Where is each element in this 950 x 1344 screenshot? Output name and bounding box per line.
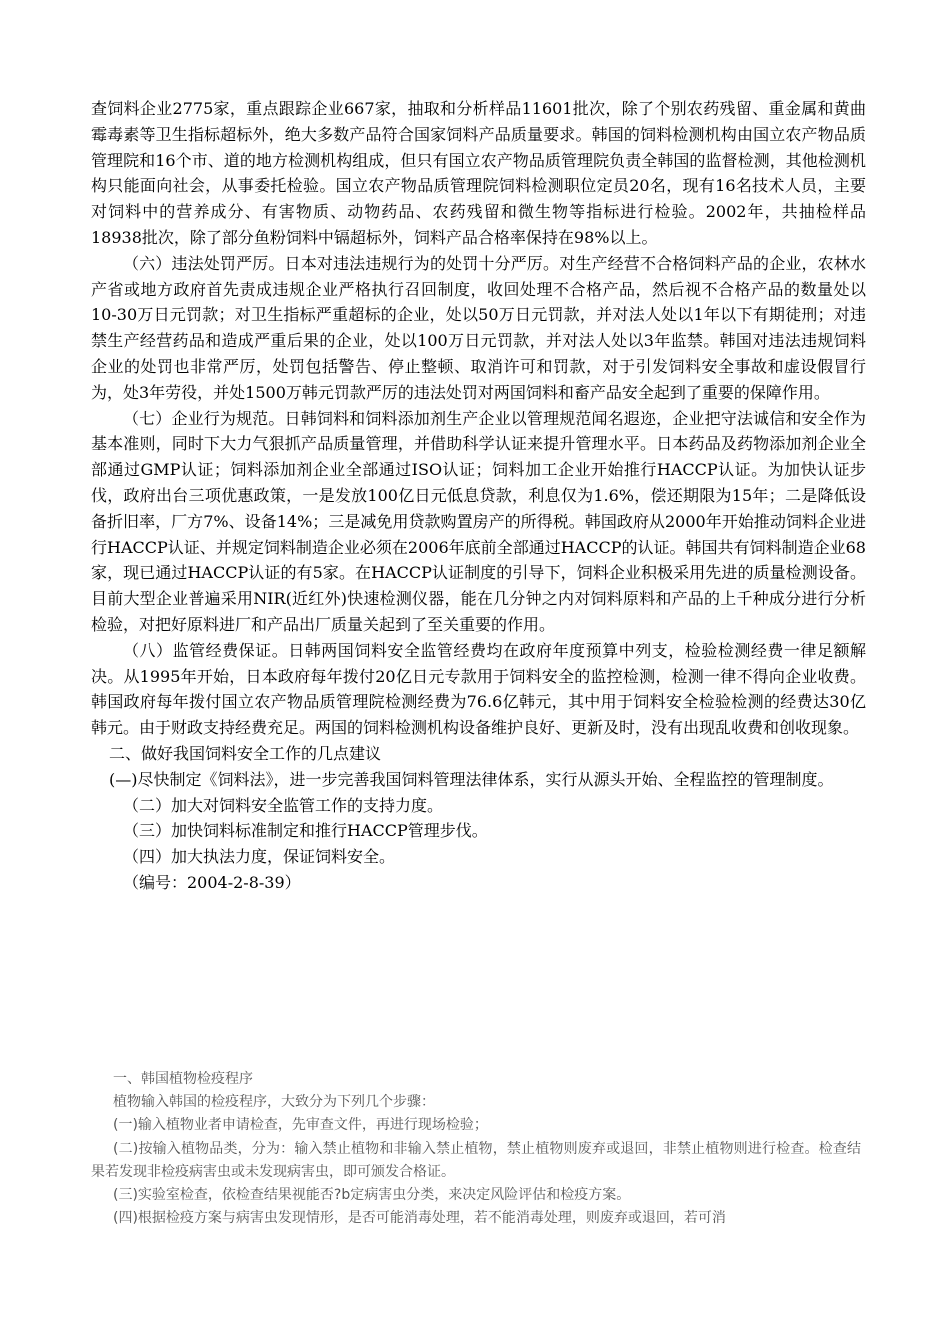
quarantine-step-3: (三)实验室检查，依检查结果视能否?b定病害虫分类，来决定风险评估和检疫方案。 [113, 1187, 631, 1204]
paragraph-enterprise-standards: （七）企业行为规范。日韩饲料和饲料添加剂生产企业以管理规范闻名遐迩，企业把守法诚信和安全作为基本准则，同时下大力气狠抓产品质量管理，并借助科学认证来提升管理水平。日本药品及药物添加剂企业全部通过GMP认证；饲料添加剂企业全部通过ISO认证；饲料加工企业开始推行HACCP认证。为加快认证步伐，政府出台三项优惠政策，一是发放100亿日元低息贷款，利息仅为1.6%，偿还期限为15年；二是降低设备折旧率，厂方7%、设备14%；三是减免用贷款购置房产的所得税。韩国政府从2000年开始推动饲料企业进行HACCP认证、并规定饲料制造企业必须在2006年底前全部通过HACCP的认证。韩国共有饲料制造企业68家，现已通过HACCP认证的有5家。在HACCP认证制度的引导下，饲料企业积极采用先进的质量检测设备。目前大型企业普遍采用NIR(近红外)快速检测仪器，能在几分钟之内对饲料原料和产品的上千种成分进行分析检验，对把好原料进厂和产品出厂质量关起到了至关重要的作用。 [91, 408, 866, 634]
quarantine-intro: 植物输入韩国的检疫程序，大致分为下列几个步骤： [113, 1094, 435, 1111]
korea-plant-quarantine-section [91, 1068, 861, 1230]
paragraph-funding: （八）监管经费保证。日韩两国饲料安全监管经费均在政府年度预算中列支，检验检测经费一律足额解决。从1995年开始，日本政府每年拨付20亿日元专款用于饲料安全的监控检测，检测一律不得向企业收费。韩国政府每年拨付国立农产物品质管理院检测经费为76.6亿韩元，其中用于饲料安全检验检测的经费达30亿韩元。由于财政支持经费充足。两国的饲料检测机构设备维护良好、更新及时，没有出现乱收费和创收现象。 [91, 640, 866, 738]
main-document-body [91, 96, 866, 896]
quarantine-step-4: (四)根据检疫方案与病害虫发现情形，是否可能消毒处理，若不能消毒处理，则废弃或退回，若可消 [113, 1210, 726, 1227]
quarantine-step-2: (二)按输入植物品类，分为：输入禁止植物和非输入禁止植物，禁止植物则废弃或退回，非禁止植物则进行检查。检查结果若发现非检疫病害虫或未发现病害虫，即可颁发合格证。 [91, 1140, 861, 1180]
suggestion-item-2: （二）加大对饲料安全监管工作的支持力度。 [123, 795, 444, 815]
suggestion-item-3: （三）加快饲料标准制定和推行HACCP管理步伐。 [123, 821, 488, 841]
suggestion-item-4: （四）加大执法力度，保证饲料安全。 [123, 847, 396, 867]
section-heading-suggestions: 二、做好我国饲料安全工作的几点建议 [109, 743, 382, 763]
suggestion-item-1: (—)尽快制定《饲料法》，进一步完善我国饲料管理法律体系，实行从源头开始、全程监控的管理制度。 [109, 769, 834, 789]
quarantine-step-1: (一)输入植物业者申请检查，先审查文件，再进行现场检验； [113, 1117, 488, 1134]
paragraph-feed-inspection-stats: 查饲料企业2775家，重点跟踪企业667家，抽取和分析样品11601批次，除了个别农药残留、重金属和黄曲霉毒素等卫生指标超标外，绝大多数产品符合国家饲料产品质量要求。韩国的饲料检测机构由国立农产物品质管理院和16个市、道的地方检测机构组成，但只有国立农产物品质管理院负责全韩国的监督检测，其他检测机构只能面向社会，从事委托检验。国立农产物品质管理院饲料检测职位定员20名，现有16名技术人员，主要对饲料中的营养成分、有害物质、动物药品、农药残留和微生物等指标进行检验。2002年，共抽检样品18938批次，除了部分鱼粉饲料中镉超标外，饲料产品合格率保持在98%以上。 [91, 99, 866, 247]
quarantine-heading: 一、韩国植物检疫程序 [113, 1071, 253, 1087]
document-number: （编号：2004-2-8-39） [123, 872, 301, 892]
paragraph-penalties: （六）违法处罚严厉。日本对违法违规行为的处罚十分严厉。对生产经营不合格饲料产品的企业，农林水产省或地方政府首先责成违规企业严格执行召回制度，收回处理不合格产品，然后视不合格产品的数量处以10-30万日元罚款；对卫生指标严重超标的企业，处以50万日元罚款，并对法人处以1年以下有期徒刑；对违禁生产经营药品和造成严重后果的企业，处以100万日元罚款，并对法人处以3年监禁。韩国对违法违规饲料企业的处罚也非常严厉，处罚包括警告、停止整顿、取消许可和罚款，对于引发饲料安全事故和虚设假冒行为，处3年劳役，并处1500万韩元罚款严厉的违法处罚对两国饲料和畜产品安全起到了重要的保障作用。 [91, 253, 866, 402]
